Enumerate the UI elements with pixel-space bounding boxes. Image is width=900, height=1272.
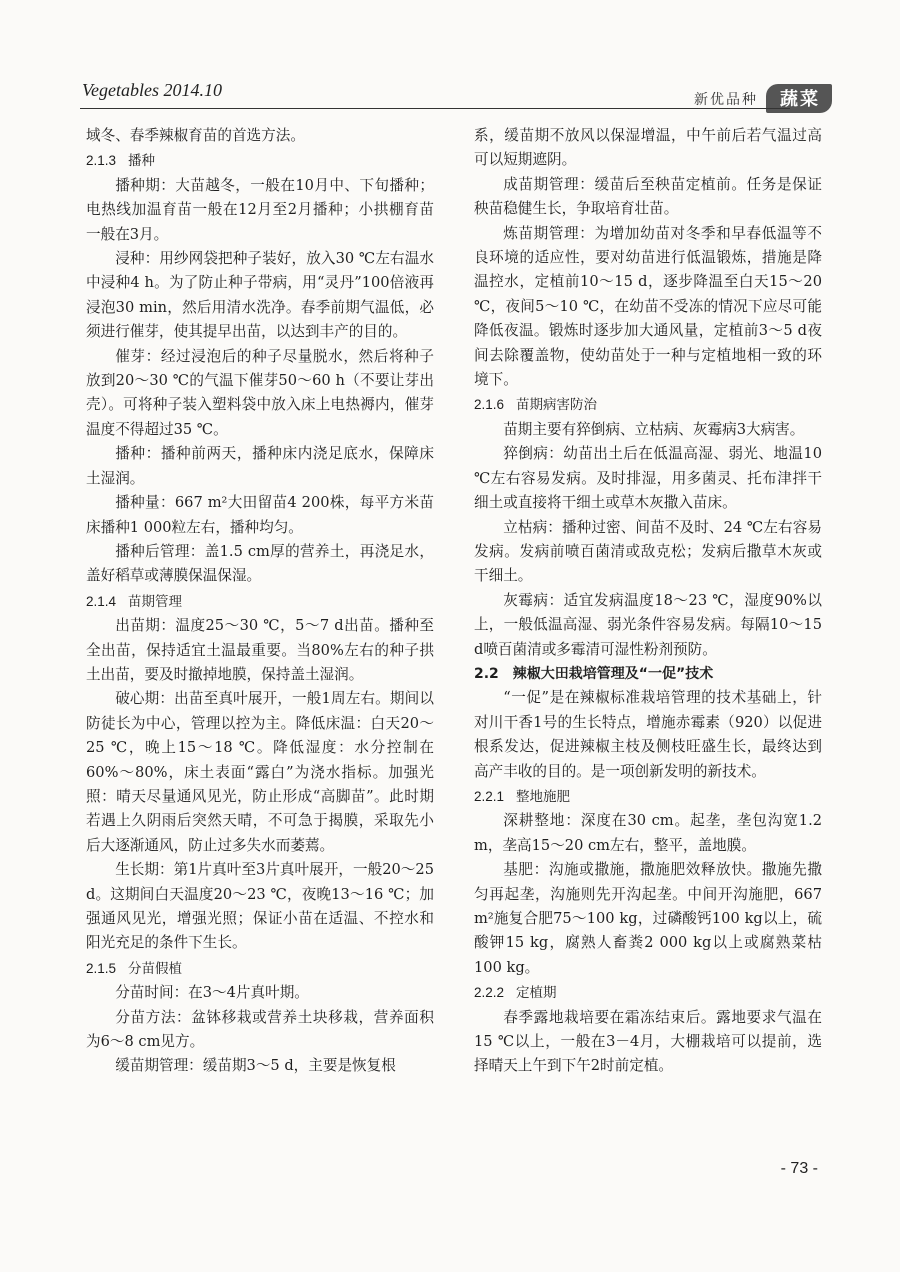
paragraph: 催芽：经过浸泡后的种子尽量脱水，然后将种子放到20～30 ℃的气温下催芽50～60 h（不要让芽出壳）。可将种子装入塑料袋中放入床上电热褥内，催芽温度不得超过35 ℃。	[86, 347, 434, 438]
paragraph: 成苗期管理：缓苗后至秧苗定植前。任务是保证秧苗稳健生长，争取培育壮苗。	[474, 175, 822, 218]
paragraph: 炼苗期管理：为增加幼苗对冬季和早春低温等不良环境的适应性，要对幼苗进行低温锻炼，措施是降温控水，定植前10～15 d，逐步降温至白天15～20 ℃，夜间5～10 ℃，在幼苗不受冻的情况下应尽可能降低夜温。锻炼时逐步加大通风量，定植前3～5 d夜间去除覆盖物，使幼苗处于一种与定植地相一致的环境下。	[474, 224, 822, 389]
page-number: - 73 -	[780, 1160, 818, 1177]
subsection-number: 2.2.2	[474, 985, 505, 1001]
subsection-title: 播种	[128, 153, 156, 170]
subsection-heading	[474, 981, 822, 1005]
paragraph: 出苗期：温度25～30 ℃，5～7 d出苗。播种至全出苗，保持适宜土温最重要。当80%左右的种子拱土出苗，要及时撤掉地膜，保持盖土湿润。	[86, 617, 434, 683]
paragraph: 灰霉病：适宜发病温度18～23 ℃，湿度90%以上，一般低温高湿、弱光条件容易发病。每隔10～15 d喷百菌清或多霉清可湿性粉剂预防。	[474, 591, 822, 658]
paragraph: 分苗方法：盆钵移栽或营养土块移栽，营养面积为6～8 cm见方。	[86, 1008, 434, 1051]
subsection-heading	[86, 957, 434, 981]
subsection-title: 苗期管理	[128, 593, 183, 610]
paragraph: 系，缓苗期不放风以保湿增温，中午前后若气温过高可以短期遮阴。	[474, 127, 822, 169]
paragraph: 缓苗期管理：缓苗期3～5 d，主要是恢复根	[115, 1057, 396, 1075]
subsection-heading	[86, 590, 434, 614]
paragraph: 立枯病：播种过密、间苗不及时、24 ℃左右容易发病。发病前喷百菌清或敌克松；发病后撒草木灰或干细土。	[474, 518, 822, 585]
journal-title: Vegetables 2014.10	[82, 80, 222, 100]
paragraph: 播种量：667 m²大田留苗4 200株，每平方米苗床播种1 000粒左右，播种均匀。	[86, 494, 434, 536]
paragraph: 春季露地栽培要在霜冻结束后。露地要求气温在15 ℃以上，一般在3－4月，大棚栽培可以提前，选择晴天上午到下午2时前定植。	[474, 1008, 822, 1075]
paragraph: 猝倒病：幼苗出土后在低温高湿、弱光、地温10 ℃左右容易发病。及时排湿，用多菌灵、托布津拌干细土或直接将干细土或草木灰撒入苗床。	[474, 445, 822, 512]
paragraph: 基肥：沟施或撒施，撒施肥效释放快。撒施先撒匀再起垄，沟施则先开沟起垄。中间开沟施肥，667 m²施复合肥75～100 kg，过磷酸钙100 kg以上，硫酸钾15 kg，腐熟人畜粪2 000 kg以上或腐熟菜枯100 kg。	[474, 861, 822, 976]
subsection-title: 分苗假植	[128, 960, 183, 977]
paragraph: 播种：播种前两天，播种床内浇足底水，保障床土湿润。	[86, 445, 434, 487]
paragraph: 生长期：第1片真叶至3片真叶展开，一般20～25 d。这期间白天温度20～23 ℃，夜晚13～16 ℃；加强通风见光，增强光照；保证小苗在适温、不控水和阳光充足的条件下生长。	[86, 861, 434, 952]
section-heading: 2.2 辣椒大田栽培管理及“一促”技术	[474, 665, 714, 682]
subsection-number: 2.1.4	[86, 593, 117, 609]
paragraph: 分苗时间：在3～4片真叶期。	[115, 984, 309, 1002]
subsection-title: 整地施肥	[516, 788, 571, 805]
subsection-title: 苗期病害防治	[516, 397, 598, 414]
subsection-heading	[474, 785, 822, 809]
paragraph: 破心期：出苗至真叶展开，一般1周左右。期间以防徒长为中心，管理以控为主。降低床温：白天20～25 ℃，晚上15～18 ℃。降低湿度：水分控制在60%～80%，床土表面“露白”为浇水指标。加强光照：晴天尽量通风见光，防止形成“高脚苗”。此时期若遇上久阴雨后突然天晴，不可急于揭膜，采取先小后大逐渐通风，防止过多失水而萎蔫。	[86, 690, 434, 854]
journal-logo: 蔬菜	[766, 84, 832, 113]
paragraph: 浸种：用纱网袋把种子装好，放入30 ℃左右温水中浸种4 h。为了防止种子带病，用“灵丹”100倍液再浸泡30 min，然后用清水洗净。春季前期气温低，必须进行催芽，使其提早出苗，以达到丰产的目的。	[86, 250, 434, 341]
paragraph: 播种期：大苗越冬，一般在10月中、下旬播种；电热线加温育苗一般在12月至2月播种；小拱棚育苗一般在3月。	[86, 176, 434, 243]
paragraph: “一促”是在辣椒标准栽培管理的技术基础上，针对川干香1号的生长特点，增施赤霉素（920）以促进根系发达，促进辣椒主枝及侧枝旺盛生长，最终达到高产丰收的目的。是一项创新发明的新技术。	[474, 689, 822, 780]
subsection-number: 2.2.1	[474, 788, 505, 804]
subsection-heading	[86, 149, 434, 173]
subsection-heading	[474, 393, 822, 417]
section-tag: 新优品种	[694, 91, 758, 108]
paragraph: 域冬、春季辣椒育苗的首选方法。	[86, 127, 305, 144]
paragraph: 播种后管理：盖1.5 cm厚的营养土，再浇足水，盖好稻草或薄膜保温保湿。	[86, 542, 434, 585]
right-column	[474, 124, 822, 1079]
subsection-number: 2.1.6	[474, 397, 505, 413]
header-rule	[80, 108, 790, 109]
subsection-number: 2.1.5	[86, 960, 117, 976]
left-column	[86, 124, 434, 1079]
paragraph: 深耕整地：深度在30 cm。起垄，垄包沟宽1.2 m，垄高15～20 cm左右，整平，盖地膜。	[474, 812, 822, 854]
subsection-title: 定植期	[516, 985, 557, 1002]
subsection-number: 2.1.3	[86, 153, 117, 169]
paragraph: 苗期主要有猝倒病、立枯病、灰霉病3大病害。	[503, 420, 805, 438]
